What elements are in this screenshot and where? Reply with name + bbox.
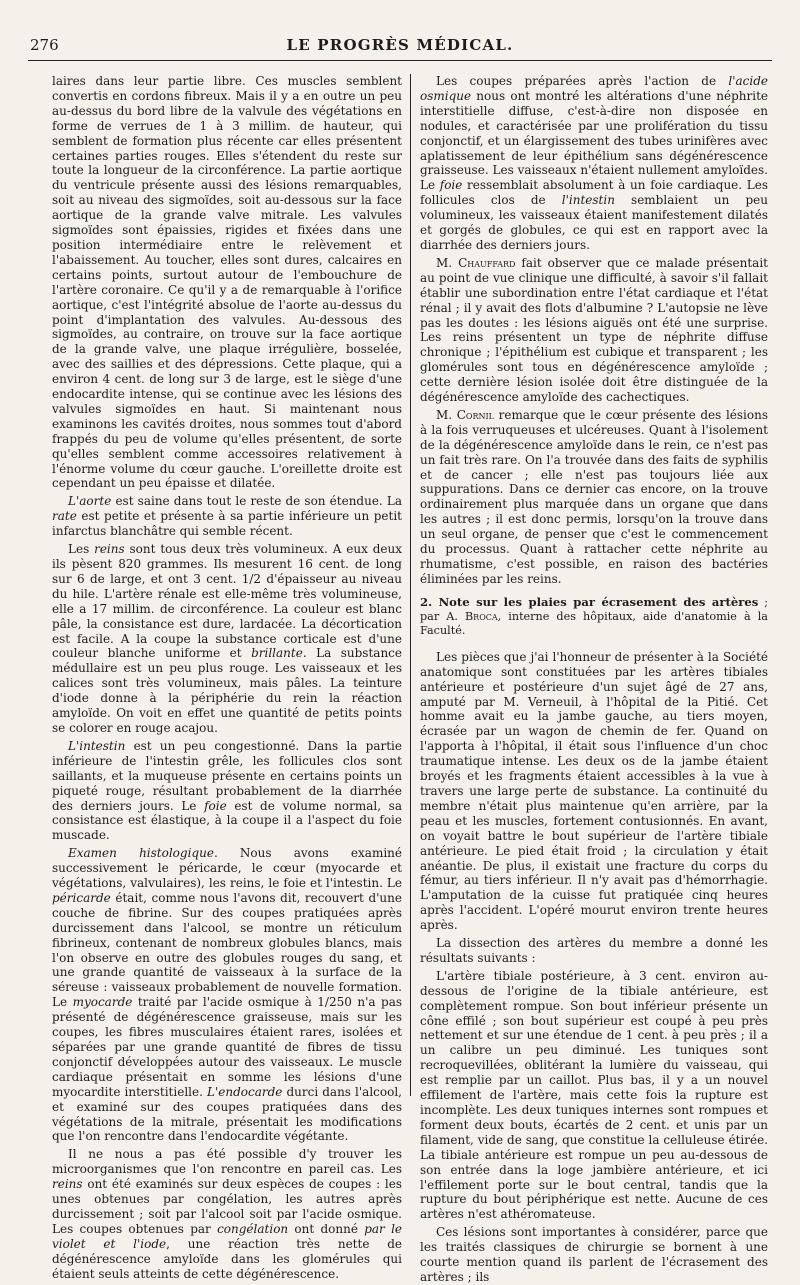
left-column — [52, 74, 403, 1281]
paragraph: Les coupes préparées après l'action de l'acide osmique nous ont montré les altérations d'une néphrite interstitielle diffuse, c'est-à-dire non disposée en nodules, et caractérisée par une prolifération du tissu conjonctif, et un élargissement des tubes urinifères avec aplatissement de leur épithélium sans dégénérescence graisseuse. Les vaisseaux n'étaient nullement amyloïdes. Le foie ressemblait absolument à un foie cardiaque. Les follicules clos de l'intestin semblaient un peu volumineux, les vaisseaux étaient manifestement dilatés et gorgés de globules, ce qui est en rapport avec la diarrhée des derniers jours. — [420, 74, 769, 252]
journal-title: LE PROGRÈS MÉDICAL. — [286, 36, 514, 54]
right-column — [420, 74, 769, 1284]
paragraph: Les pièces que j'ai l'honneur de présenter à la Société anatomique sont constituées par les artères tibiales antérieure et postérieure d'un sujet âgé de 27 ans, amputé par M. Verneuil, à l'hôpital de la Pitié. Cet homme avait eu la jambe gauche, au tiers moyen, écrasée par un wagon de chemin de fer. Quand on l'apporta à l'hôpital, il était sous l'influence d'un choc traumatique intense. Les deux os de la jambe étaient broyés et les fragments étaient accessibles à la vue à travers une large perte de substance. La continuité du membre n'était plus maintenue qu'en arrière, par la peau et les muscles, fortement contusionnés. En avant, on voyait battre le bout supérieur de l'artère tibiale antérieure. Le pied était froid ; la circulation y était anéantie. De plus, il existait une fracture du corps du fémur, au tiers inférieur. Il n'y avait pas d'hémorrhagie. L'amputation de la cuisse fut pratiquée cinq heures après l'accident. L'opéré mourut environ trente heures après. — [420, 649, 768, 933]
page-number: 276 — [30, 36, 59, 54]
paragraph: L'artère tibiale postérieure, à 3 cent. environ au-dessous de l'origine de la tibiale antérieure, est complètement rompue. Son bout inférieur présente un cône effilé ; son bout supérieur est coupé à peu près nettement et sur une étendue de 1 cent. à peu près ; il a un calibre un peu diminué. Les tuniques sont recroquevillées, oblitérant la lumière du vaisseau, qui est remplie par un caillot. Plus bas, il y a un nouvel effilement de l'artère, mais cette fois la rupture est incomplète. Les deux tuniques internes sont rompues et forment deux bouts, écartés de 2 cent. et unis par un filament, vide de sang, que constitue la celluleuse étirée. La tibiale antérieure est rompue un peu au-dessous de son entrée dans la loge jambière antérieure, et ici l'effilement porte sur le bout central, tandis que la rupture du bout périphérique est nette. Aucune de ces artères n'est athéromateuse. — [420, 968, 768, 1222]
page-header — [28, 30, 772, 61]
paragraph: M. Chauffard fait observer que ce malade présentait au point de vue clinique une difficulté, à savoir s'il fallait établir une subordination entre l'état cardiaque et l'état rénal ; il y avait des flots d'albumine ? L'autopsie ne lève pas les doutes : les lésions aiguës ont été une surprise. Les reins présentent un type de néphrite diffuse chronique ; l'épithélium est cubique et transparent ; les glomérules sont tous en dégénérescence amyloïde ; cette dernière lésion isolée doit être distinguée de la dégénérescence amyloïde des cachectiques. — [420, 255, 768, 405]
paragraph: M. Cornil remarque que le cœur présente des lésions à la fois verruqueuses et ulcéreuses. Quant à l'isolement de la dégénérescence amyloïde dans le rein, ce n'est pas un fait très rare. On l'a trouvée dans des faits de syphilis et de cancer ; elle n'est pas toujours liée aux suppurations. Dans ce dernier cas encore, on la trouve ordinairement plus marquée dans un organe que dans les autres ; il est donc permis, lorsqu'on la trouve dans un seul organe, de penser que c'est le commencement du processus. Quant à rattacher cette néphrite au rhumatisme, c'est possible, en raison des bactéries éliminées par les reins. — [420, 407, 768, 586]
section-heading: 2. Note sur les plaies par écrasement des artères ; par A. Broca, interne des hôpitaux, aide d'anatomie à la Faculté. — [420, 594, 768, 637]
column-divider — [410, 74, 411, 1096]
section-title: 2. Note sur les plaies par écrasement des artères — [420, 594, 759, 609]
paragraph: Ces lésions sont importantes à considérer, parce que les traités classiques de chirurgie se bornent à une courte mention quand ils parlent de l'écrasement des artères ; ils — [420, 1225, 768, 1284]
paragraph: Il ne nous a pas été possible d'y trouver les microorganismes que l'on rencontre en pareil cas. Les reins ont été examinés sur deux espèces de coupes : les unes obtenues par congélation, les autres après durcissement ; soit par l'alcool soit par l'acide osmique. Les coupes obtenues par congélation ont donné par le violet et l'iode, une réaction très nette de dégénérescence amyloïde dans les glomérules qui étaient seuls atteints de cette dégénérescence. — [52, 1147, 403, 1281]
paragraph: laires dans leur partie libre. Ces muscles semblent convertis en cordons fibreux. Mais il y a en outre un peu au-dessus du bord libre de la valvule des végétations en forme de verrues de 1 à 3 millim. de hauteur, qui semblent de formation plus récente car elles présentent certaines parties rouges. Elles s'étendent du reste sur toute la longueur de la circonférence. La partie aortique du ventricule présente aussi des lésions remarquables, soit au niveau des sigmoïdes, soit au-dessous sur la face aortique de la grande valve mitrale. Les valvules sigmoïdes sont épaissies, rigides et fixées dans une position intermédiaire entre le relèvement et l'abaissement. Au toucher, elles sont dures, calcaires en certains points, surtout autour de l'embouchure de l'artère coronaire. Ce qu'il y a de remarquable à l'orifice aortique, c'est l'intégrité absolue de l'aorte au-dessus du point d'implantation des valvules. Au-dessous des sigmoïdes, au contraire, on trouve sur la face aortique de la grande valve, une plaque irrégulière, bosselée, avec des saillies et des dépressions. Cette plaque, qui a environ 4 cent. de long sur 3 de large, est le siège d'une endocardite intense, qui se continue avec les lésions des valvules sigmoïdes en haut. Si maintenant nous examinons les cavités droites, nous sommes tout d'abord frappés du peu de volume qu'elles présentent, de sorte qu'elles semblent comme accessoires relativement à l'énorme volume du cœur gauche. L'oreillette droite est cependant un peu épaisse et dilatée. — [52, 74, 402, 491]
paragraph: L'aorte est saine dans tout le reste de son étendue. La rate est petite et présente à sa partie inférieure un petit infarctus blanchâtre qui semble récent. — [52, 494, 402, 539]
paragraph: Examen histologique. Nous avons examiné successivement le péricarde, le cœur (myocarde et végétations, valvulaires), les reins, le foie et l'intestin. Le péricarde était, comme nous l'avons dit, recouvert d'une couche de fibrine. Sur des coupes pratiquées après durcissement dans l'alcool, se montre un réticulum fibrineux, contenant de nombreux globules blancs, mais l'on observe en outre des globules rouges du sang, et une grande quantité de vaisseaux à la surface de la séreuse : vaisseaux probablement de nouvelle formation. Le myocarde traité par l'acide osmique à 1/250 n'a pas présenté de dégénérescence graisseuse, mais sur les coupes, les fibres musculaires étaient rares, isolées et séparées par une grande quantité de fibres de tissu conjonctif développées autour des vaisseaux. Le muscle cardiaque présentait en somme les lésions d'une myocardite interstitielle. L'endocarde durci dans l'alcool, et examiné sur des coupes pratiquées dans des végétations de la mitrale, présentait les modifications que l'on rencontre dans l'endocardite végétante. — [52, 846, 403, 1144]
paragraph: La dissection des artères du membre a donné les résultats suivants : — [420, 936, 768, 965]
section-author: A. Broca — [446, 609, 498, 623]
paragraph: L'intestin est un peu congestionné. Dans la partie inférieure de l'intestin grêle, les follicules clos sont saillants, et la muqueuse présente en certains points un piqueté rouge, résultant probablement de la diarrhée des derniers jours. Le foie est de volume normal, sa consistance est élastique, à la coupe il a l'aspect du foie muscade. — [52, 738, 402, 843]
paragraph: Les reins sont tous deux très volumineux. A eux deux ils pèsent 820 grammes. Ils mesurent 16 cent. de long sur 6 de large, et ont 3 cent. 1/2 d'épaisseur au niveau du hile. L'artère rénale est elle-même très volumineuse, elle a 17 millim. de circonférence. La couleur est blanc pâle, la consistance est dure, lardacée. La décortication est facile. A la coupe la substance corticale est d'une couleur blanche uniforme et brillante. La substance médullaire est un peu plus rouge. Les vaisseaux et les calices sont très volumineux, mais pâles. La teinture d'iode donne à la périphérie du rein la réaction amyloïde. On voit en effet une quantité de petits points se colorer en rouge acajou. — [52, 542, 402, 735]
